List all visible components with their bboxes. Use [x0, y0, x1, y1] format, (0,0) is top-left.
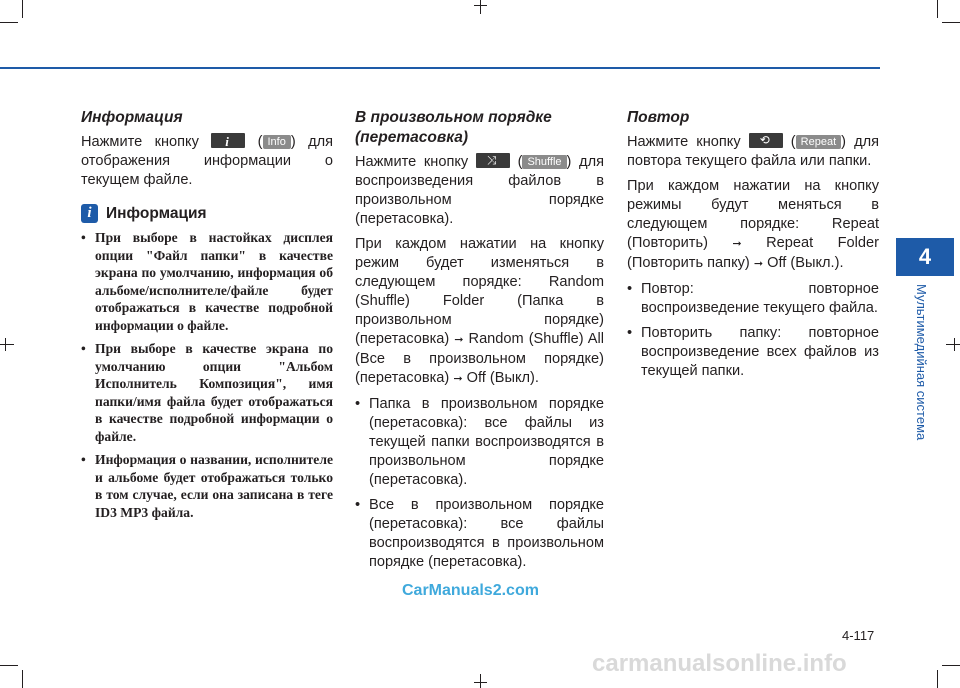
- page-number: 4-117: [842, 628, 875, 643]
- list-item: • При выборе в качестве экрана по умолчанию опции "Альбом Исполнитель Композиция", имя папки/имя файла будет отображаться в качестве подробной информации о файле.: [81, 340, 333, 445]
- info-note-icon: i: [81, 204, 98, 223]
- crop-mark: [474, 5, 487, 6]
- text: ) для отображения информации о текущем файле.: [81, 134, 334, 188]
- text: Off (Выкл).: [466, 370, 539, 386]
- paragraph: [355, 153, 604, 229]
- text: Repeat Folder (Повторить папку): [627, 235, 879, 271]
- info-tag: Info: [263, 135, 291, 149]
- paragraph: [627, 177, 879, 274]
- repeat-tag: Repeat: [796, 135, 841, 149]
- crop-mark: [474, 682, 487, 683]
- crop-mark: [942, 22, 960, 23]
- crop-mark: [5, 338, 6, 351]
- arrow-icon: ➞: [454, 334, 464, 346]
- crop-mark: [942, 665, 960, 666]
- text: Нажмите кнопку: [355, 154, 469, 170]
- crop-mark: [937, 0, 938, 18]
- crop-mark: [22, 0, 23, 18]
- note-title: [81, 204, 333, 223]
- crop-mark: [22, 670, 23, 688]
- list-item: • При выборе в настойках дисплея опции "Файл папки" в качестве экрана по умолчанию, информация об альбоме/исполнителе/файле будет отображаться в качестве подробной информации о файле.: [81, 229, 333, 334]
- chapter-title: [911, 284, 931, 449]
- arrow-icon: ➞: [732, 238, 742, 250]
- paren: (: [517, 154, 523, 170]
- paren: (: [790, 134, 796, 150]
- column-info: [81, 108, 333, 527]
- list-item: • Папка в произвольном порядке (перетасовка): все файлы из текущей папки воспроизводятся в произвольном порядке (перетасовка).: [355, 395, 604, 490]
- text: ) для воспроизведения файлов в произвольном порядке (перетасовка).: [355, 154, 604, 227]
- text: При каждом нажатии на кнопку режимы будут меняться в следующем порядке: Repeat (Повторить): [627, 178, 879, 251]
- header-rule: [0, 67, 880, 69]
- info-button-icon: [211, 133, 245, 148]
- text: Off (Выкл.).: [767, 255, 844, 271]
- crop-mark: [480, 674, 481, 688]
- section-heading: Информация: [81, 109, 183, 126]
- paragraph: [627, 133, 879, 171]
- shuffle-tag: Shuffle: [522, 155, 566, 169]
- shuffle-button-icon: ⤨: [476, 153, 510, 168]
- paragraph: [81, 133, 333, 190]
- arrow-icon: ➞: [453, 373, 463, 385]
- paren: (: [257, 134, 263, 150]
- repeat-button-icon: ⟲: [749, 133, 783, 148]
- info-glyph: i: [225, 134, 229, 149]
- section-heading: В произвольном порядке (перетасовка): [355, 109, 552, 146]
- chapter-tab: 4: [896, 238, 954, 276]
- note-title-text: Информация: [106, 205, 207, 222]
- text: ) для повтора текущего файла или папки.: [627, 134, 880, 169]
- mode-list: [355, 395, 604, 572]
- note-list: [81, 229, 333, 521]
- column-repeat: [627, 108, 879, 387]
- text: Нажмите кнопку: [81, 134, 199, 150]
- crop-mark: [0, 665, 18, 666]
- section-heading: Повтор: [627, 109, 690, 126]
- crop-mark: [954, 338, 955, 351]
- text: При каждом нажатии на кнопку режим будет изменяться в следующем порядке: Random (Shuffle) Folder (Папка в произвольном порядке) (перетасовка): [355, 236, 604, 347]
- text: Нажмите кнопку: [627, 134, 741, 150]
- crop-mark: [937, 670, 938, 688]
- crop-mark: [480, 0, 481, 14]
- paragraph: [355, 235, 604, 389]
- list-item: • Все в произвольном порядке (перетасовка): все файлы воспроизводятся в произвольном порядке (перетасовка).: [355, 496, 604, 572]
- chapter-title-text: Мультимедийная система: [914, 284, 929, 441]
- list-item: • Повторить папку: повторное воспроизведение всех файлов из текущей папки.: [627, 324, 879, 381]
- crop-mark: [0, 22, 18, 23]
- column-shuffle: [355, 108, 604, 578]
- mode-list: [627, 280, 879, 381]
- arrow-icon: ➞: [753, 258, 764, 270]
- watermark: carmanualsonline.info: [592, 650, 847, 677]
- text: Random (Shuffle) All (Все в произвольном порядке) (перетасовка): [355, 331, 605, 386]
- crop-mark: [946, 344, 960, 345]
- list-item: • Информация о названии, исполнителе и альбоме будет отображаться только в том случае, если она записана в теге ID3 MP3 файла.: [81, 451, 333, 521]
- watermark: CarManuals2.com: [402, 582, 539, 599]
- crop-mark: [0, 344, 14, 345]
- list-item: • Повтор: повторное воспроизведение текущего файла.: [627, 280, 879, 318]
